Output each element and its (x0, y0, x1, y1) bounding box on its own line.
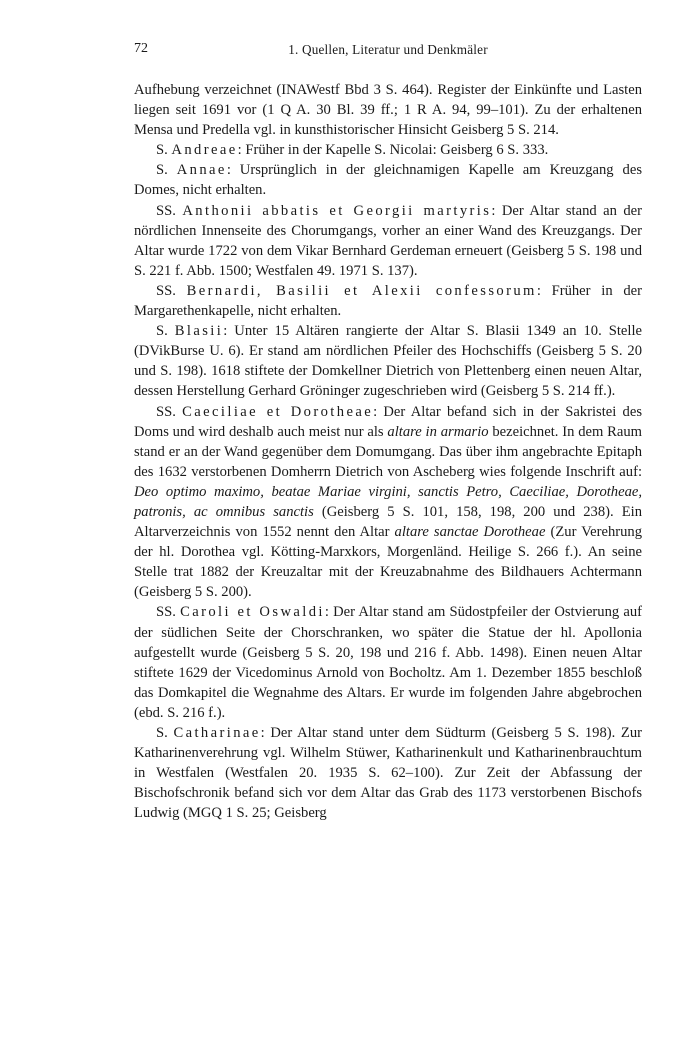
italic-text: Deo optimo maximo, beatae Mariae virgini, sanctis Petro, Caeciliae, Dorotheae, patronis, ac omnibus sanctis (134, 483, 642, 520)
italic-text: altare sanctae Dorotheae (394, 524, 546, 541)
paragraph (134, 80, 642, 140)
text-segment: bezeichnet. In dem Raum stand er an der Wand gegenüber dem Domumgang. Das über ihm angebrachte Epitaph des 1632 verstorbenen Domherrn Dietrich von Ascheberg wies folgende Inschrift auf: (134, 423, 642, 480)
text-segment: : Unter 15 Altären rangierte der Altar S. Blasii 1349 an 10. Stelle (DVikBurse U. 6). Er stand am nördlichen Pfeiler des Hochschiffs (Geisberg 5 S. 20 und S. 198). 1618 stiftete der Domkellner Dietrich von Plettenberg einen neuen Altar, dessen Herstellung Gerhard Gröninger zugeschrieben wird (Geisberg 5 S. 214 ff.). (134, 323, 642, 400)
text-segment: : Früher in der Margarethenkapelle, nicht erhalten. (134, 282, 642, 320)
altar-heading: Bernardi, Basilii et Alexii confessorum (186, 282, 537, 299)
page-number: 72 (134, 41, 148, 56)
running-head (134, 41, 642, 63)
text-segment: : Früher in der Kapelle S. Nicolai: Geisberg 6 S. 333. (237, 142, 549, 159)
text-segment: : Der Altar befand sich in der Sakristei des Doms und wird deshalb auch meist nur als (134, 403, 642, 440)
paragraph (134, 402, 642, 603)
paragraph (134, 160, 642, 200)
text-segment: (Zur Verehrung der hl. Dorothea vgl. Kötting-Marxkors, Morgenländ. Heilige S. 266 f.). An seine Stelle trat 1882 der Kreuzaltar mit der Kreuzabnahme des Bildhauers Achtermann (Geisberg 5 S. 200). (134, 524, 643, 601)
text-segment: : Der Altar stand am Südostpfeiler der Ostvierung auf der südlichen Seite der Chorschranken, wo später die Statue der hl. Apollonia aufgestellt wurde (Geisberg 5 S. 20, 198 und 216 f. Abb. 1498). Einen neuen Altar stiftete 1629 der Vicedominus Arnold von Bocholtz. Am 1. Dezember 1855 beschloß das Domkapitel die Wegnahme des Altars. Er wurde im folgenden Jahre abgebrochen (ebd. S. 216 f.). (134, 604, 642, 721)
text-segment: S. (156, 162, 177, 179)
text-segment: S. (156, 323, 175, 340)
altar-heading: Anthonii abbatis et Georgii martyris (182, 202, 492, 219)
text-segment: SS. (156, 202, 183, 219)
text-segment: SS. (156, 282, 187, 299)
altar-heading: Andreae (171, 142, 238, 159)
paragraph (134, 201, 642, 281)
paragraph (134, 140, 642, 160)
altar-heading: Caroli et Oswaldi (180, 604, 325, 621)
paragraph (134, 723, 642, 823)
text-segment: S. (156, 142, 172, 159)
paragraph (134, 602, 642, 723)
altar-heading: Catharinae (173, 725, 261, 741)
altar-heading: Annae (176, 162, 227, 179)
text-segment: : Ursprünglich in der gleichnamigen Kapelle am Kreuzgang des Domes, nicht erhalten. (134, 162, 642, 199)
text-segment: Aufhebung verzeichnet (INAWestf Bbd 3 S. 464). Register der Einkünfte und Lasten liegen seit 1691 vor (1 Q A. 30 Bl. 39 ff.; 1 R A. 94, 99–101). Zu der erhaltenen Mensa und Predella vgl. in kunsthistorischer Hinsicht Geisberg 5 S. 214. (134, 82, 642, 139)
text-segment: : Der Altar stand unter dem Südturm (Geisberg 5 S. 198). Zur Katharinenverehrung vgl. Wilhelm Stüwer, Katharinenkult und Katharinenbrauchtum in Westfalen (Westfalen 20. 1935 S. 62–100). Zur Zeit der Abfassung der Bischofschronik befand sich vor dem Altar das Grab des 1173 verstorbenen Bischofs Ludwig (MGQ 1 S. 25; Geisberg (134, 725, 642, 822)
text-segment: SS. (156, 604, 181, 621)
altar-heading: Caeciliae et Dorotheae (182, 403, 374, 420)
text-segment: S. (156, 725, 174, 741)
running-title: 1. Quellen, Literatur und Denkmäler (288, 42, 488, 57)
italic-text: altare in armario (387, 423, 489, 440)
text-segment: SS. (156, 403, 183, 420)
paragraph (134, 321, 642, 401)
text-segment: : Der Altar stand an der nördlichen Innenseite des Chorumgangs, vorher an einer Wand des Kreuzgangs. Der Altar wurde 1722 von dem Vikar Bernhard Gerdeman erneuert (Geisberg 5 S. 198 und S. 221 f. Abb. 1500; Westfalen 49. 1971 S. 137). (134, 202, 643, 279)
body-text (134, 80, 642, 823)
paragraph (134, 281, 642, 321)
altar-heading: Blasii (174, 323, 224, 340)
text-segment: (Geisberg 5 S. 101, 158, 198, 200 und 238). Ein Altarverzeichnis von 1552 nennt den Altar (134, 503, 642, 541)
